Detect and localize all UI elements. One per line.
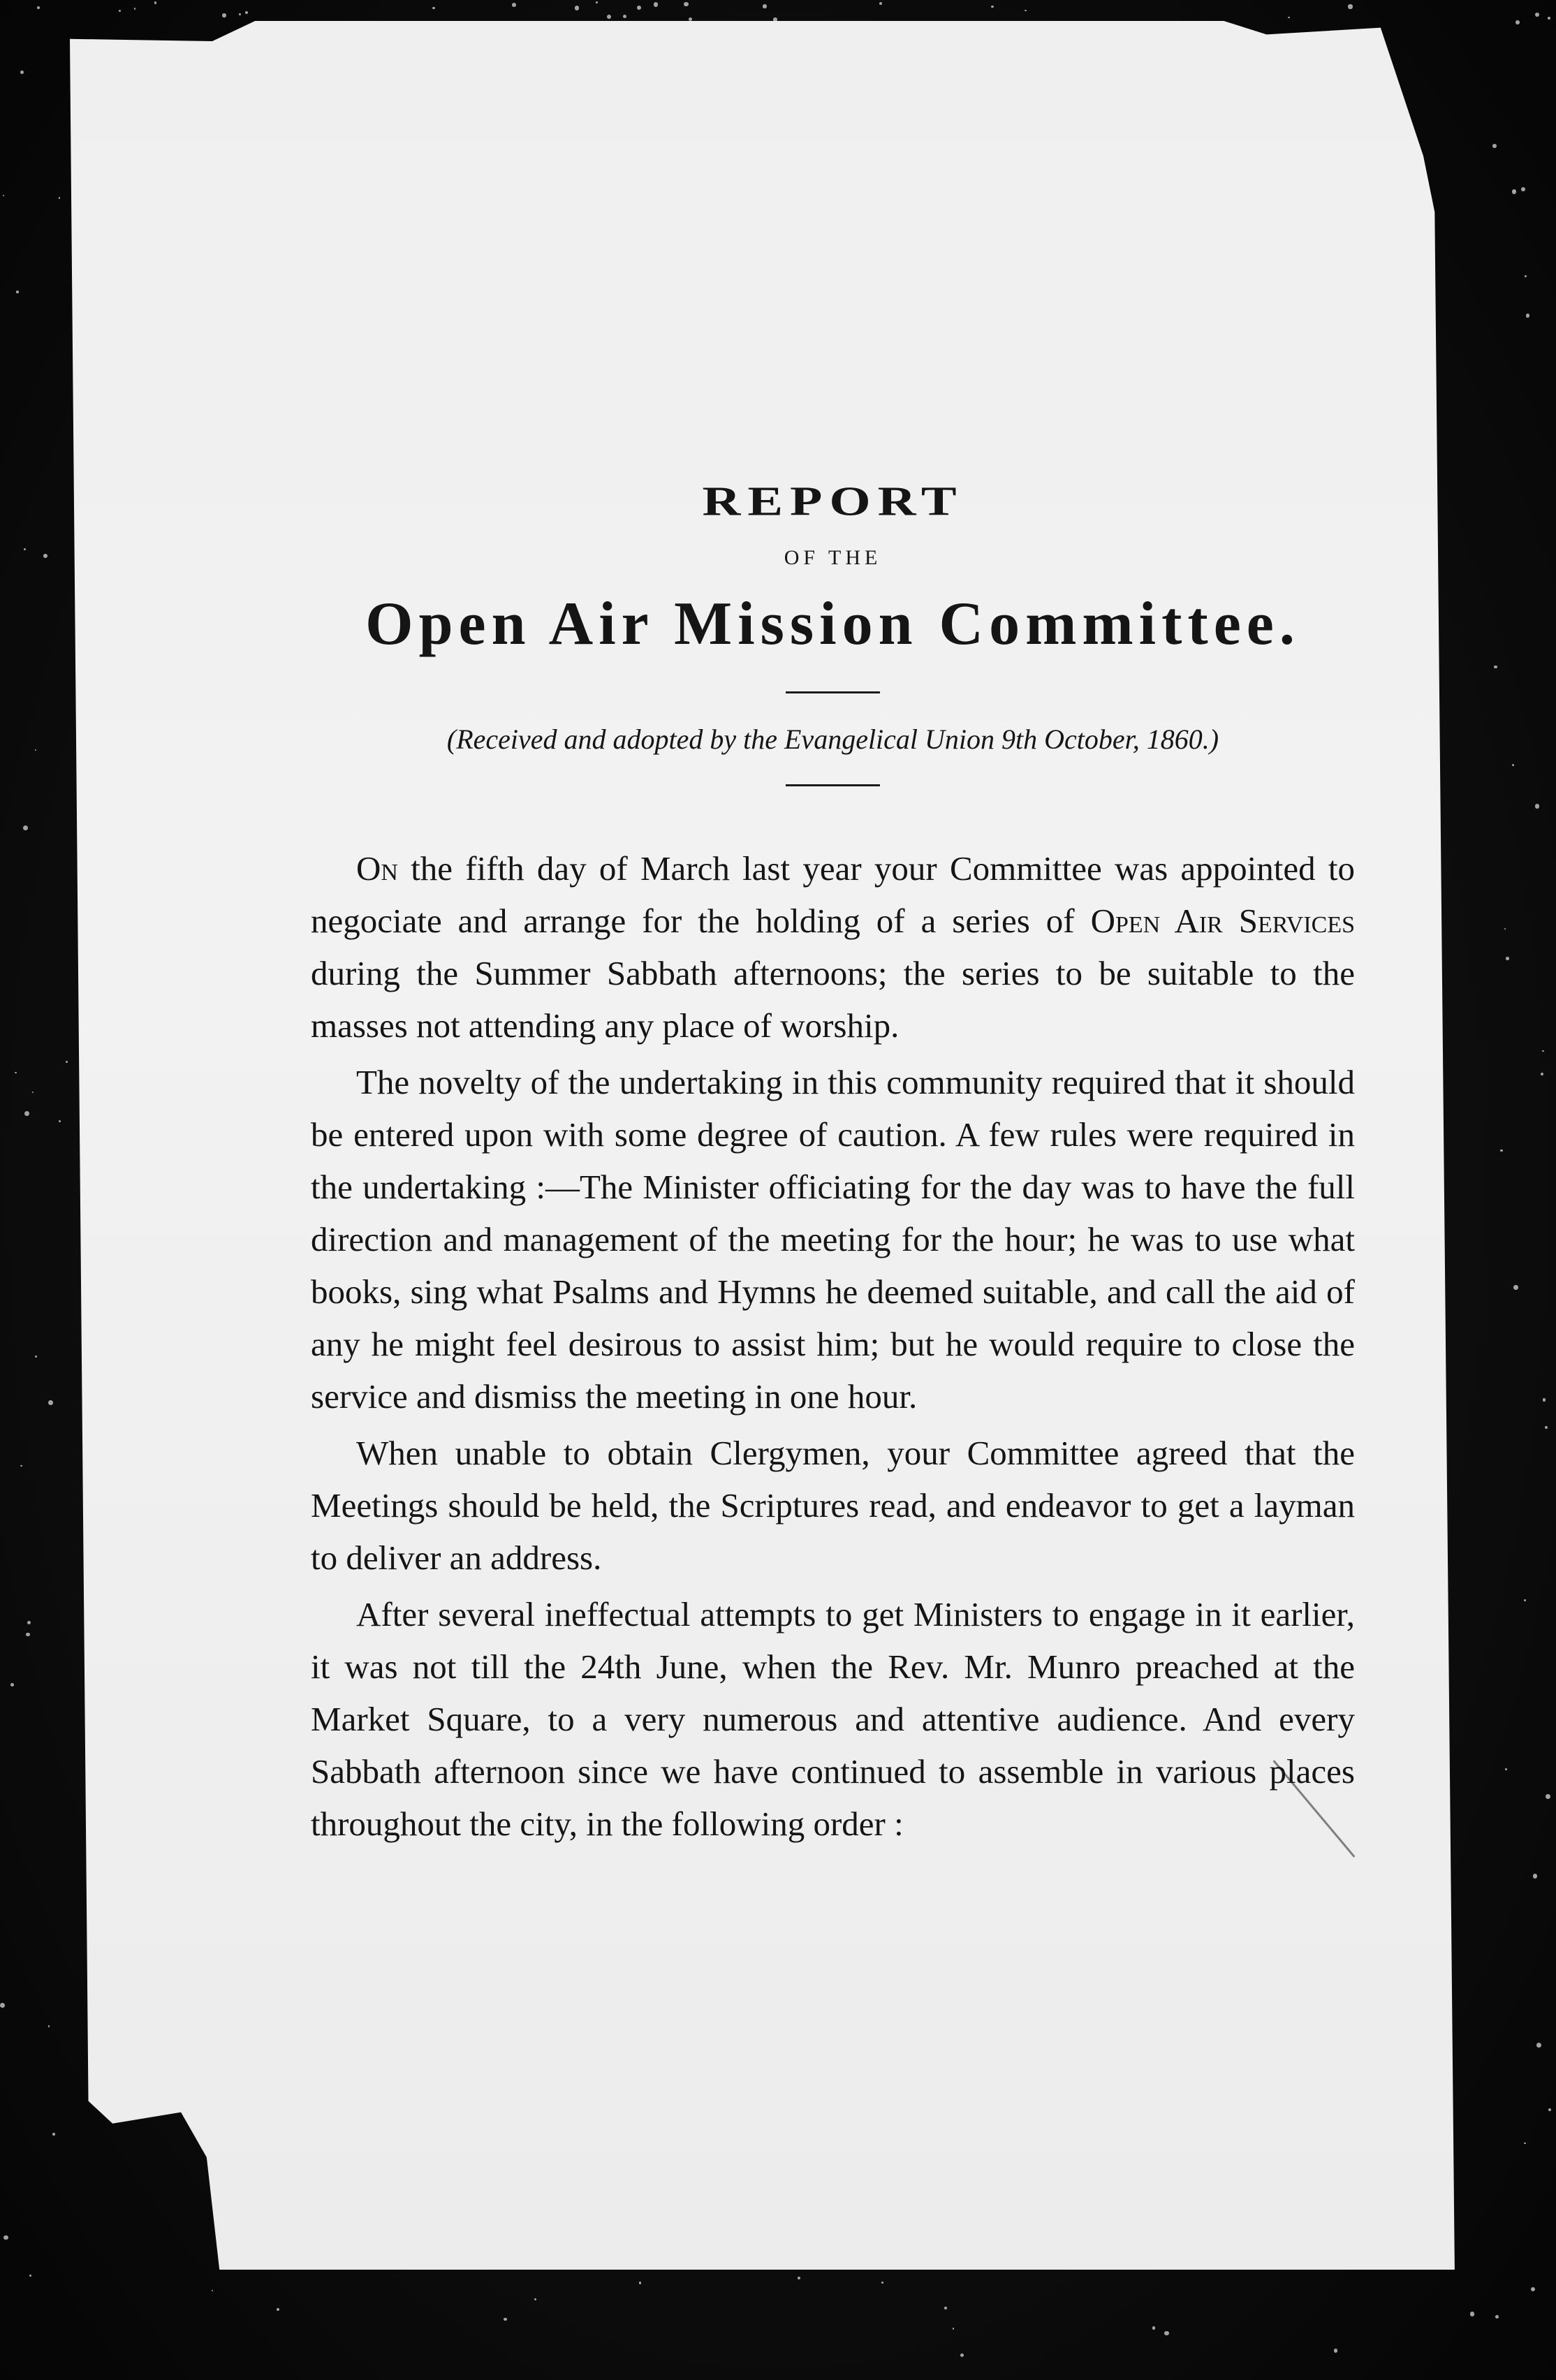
adoption-note: (Received and adopted by the Evangelical Union 9th October, 1860.) — [446, 723, 1219, 755]
film-speck — [119, 10, 121, 12]
film-speck — [1546, 1794, 1550, 1799]
film-speck — [596, 1, 598, 3]
film-speck — [0, 2003, 5, 2008]
open-air-services-phrase: Open Air Services — [1090, 902, 1355, 940]
film-speck — [3, 195, 4, 196]
film-speck — [1506, 957, 1509, 960]
film-speck — [1526, 314, 1530, 318]
film-speck — [20, 71, 24, 74]
film-speck — [1025, 10, 1026, 11]
film-speck — [575, 6, 580, 10]
film-speck — [1545, 1426, 1548, 1429]
film-speck — [222, 13, 226, 17]
film-speck — [35, 1356, 37, 1358]
film-speck — [24, 548, 26, 550]
film-speck — [1543, 1398, 1546, 1401]
film-speck — [1524, 1599, 1526, 1601]
film-speck — [1470, 2312, 1475, 2316]
film-speck — [212, 2290, 213, 2291]
report-body — [311, 842, 1355, 1850]
paragraph-2: The novelty of the undertaking in this community required that it should be entered upon with some degree of caution. A few rules were required in the undertaking :—The Minister officiating for the day was to have the full direction and management of the meeting for the hour; he was to use what books, sing what Psalms and Hymns he deemed suitable, and call the aid of any he might feel desirous to assist him; but he would require to close the service and dismiss the meeting in one hour. — [311, 1063, 1355, 1416]
film-speck — [1531, 2287, 1535, 2291]
film-speck — [239, 13, 241, 15]
film-speck — [1512, 764, 1514, 766]
film-speck — [1152, 2326, 1156, 2330]
paragraph-4: After several ineffectual attempts to get Ministers to engage in it earlier, it was not till the 24th June, when the Rev. Mr. Munro preached at the Market Square, to a very numerous and attentive audience. And every Sabbath afternoon since we have continued to assemble in various places throughout the city, in the following order : — [311, 1595, 1355, 1843]
film-speck — [1515, 20, 1520, 24]
film-speck — [1536, 2043, 1541, 2048]
film-speck — [1525, 275, 1527, 277]
of-the-line: OF THE — [784, 546, 882, 569]
film-speck — [1288, 17, 1290, 19]
film-speck — [798, 2277, 800, 2279]
film-speck — [1513, 1285, 1518, 1290]
film-speck — [689, 17, 693, 22]
film-speck — [504, 2318, 506, 2321]
film-speck — [944, 2307, 947, 2309]
film-speck — [1512, 189, 1517, 194]
film-speck — [1535, 804, 1540, 809]
film-speck — [66, 1061, 68, 1063]
film-speck — [3, 2235, 8, 2240]
film-speck — [10, 1683, 14, 1687]
film-speck — [23, 825, 28, 830]
film-speck — [1494, 666, 1497, 668]
film-speck — [534, 2298, 536, 2300]
film-speck — [1334, 2349, 1337, 2352]
film-speck — [134, 8, 136, 10]
film-speck — [59, 1120, 61, 1122]
film-speck — [512, 3, 516, 7]
film-speck — [1533, 1874, 1538, 1879]
film-speck — [953, 2328, 954, 2329]
film-speck — [43, 554, 47, 558]
film-speck — [1548, 17, 1550, 20]
film-speck — [15, 1072, 16, 1073]
film-speck — [881, 2282, 883, 2284]
film-speck — [37, 6, 40, 9]
film-speck — [1542, 1050, 1543, 1052]
divider-rule — [786, 784, 880, 786]
paragraph-text: the fifth day of March last year your Committee was appointed to negociate and arrange for the holding of a series of — [311, 849, 1355, 940]
film-speck — [1541, 1073, 1543, 1075]
film-speck — [154, 1, 157, 4]
paragraph-lead-word: On — [356, 849, 398, 888]
paragraph-text: during the Summer Sabbath afternoons; the series to be suitable to the masses not attending any place of worship. — [311, 954, 1355, 1045]
divider-rule — [786, 691, 880, 693]
committee-heading: Open Air Mission Committee. — [365, 590, 1300, 658]
film-speck — [607, 15, 611, 19]
document-content — [311, 475, 1355, 1854]
film-speck — [960, 2353, 964, 2358]
film-speck — [29, 2275, 31, 2277]
film-speck — [1495, 2315, 1499, 2319]
film-speck — [27, 1621, 31, 1624]
film-speck — [48, 2025, 50, 2027]
film-speck — [245, 11, 248, 14]
film-speck — [654, 2, 658, 6]
film-speck — [1535, 13, 1539, 17]
film-speck — [1524, 2143, 1526, 2145]
paragraph-3: When unable to obtain Clergymen, your Committee agreed that the Meetings should be held, the Scriptures read, and endeavor to get a layman to deliver an address. — [311, 1434, 1355, 1577]
film-speck — [277, 2308, 279, 2311]
film-speck — [52, 2133, 54, 2135]
film-speck — [59, 197, 60, 198]
film-speck — [20, 1465, 22, 1467]
film-speck — [1348, 4, 1352, 8]
film-speck — [32, 1092, 34, 1093]
film-speck — [637, 6, 641, 10]
film-speck — [684, 2, 689, 7]
paragraph-1 — [311, 842, 1355, 1052]
film-speck — [35, 749, 36, 751]
film-speck — [26, 1633, 30, 1637]
film-speck — [1504, 928, 1506, 930]
film-speck — [763, 4, 766, 8]
film-speck — [1500, 1149, 1503, 1152]
film-speck — [1164, 2331, 1169, 2336]
film-speck — [773, 17, 777, 21]
film-speck — [1492, 144, 1497, 148]
film-speck — [991, 6, 994, 8]
report-title: REPORT — [702, 478, 964, 524]
film-speck — [1521, 187, 1525, 191]
film-speck — [639, 2282, 641, 2284]
film-speck — [24, 1111, 29, 1116]
film-speck — [623, 15, 626, 18]
film-speck — [1505, 1768, 1507, 1770]
film-speck — [879, 2, 882, 5]
film-speck — [16, 291, 19, 293]
film-speck — [48, 1400, 53, 1405]
film-speck — [1548, 2108, 1551, 2111]
film-speck — [432, 7, 434, 9]
